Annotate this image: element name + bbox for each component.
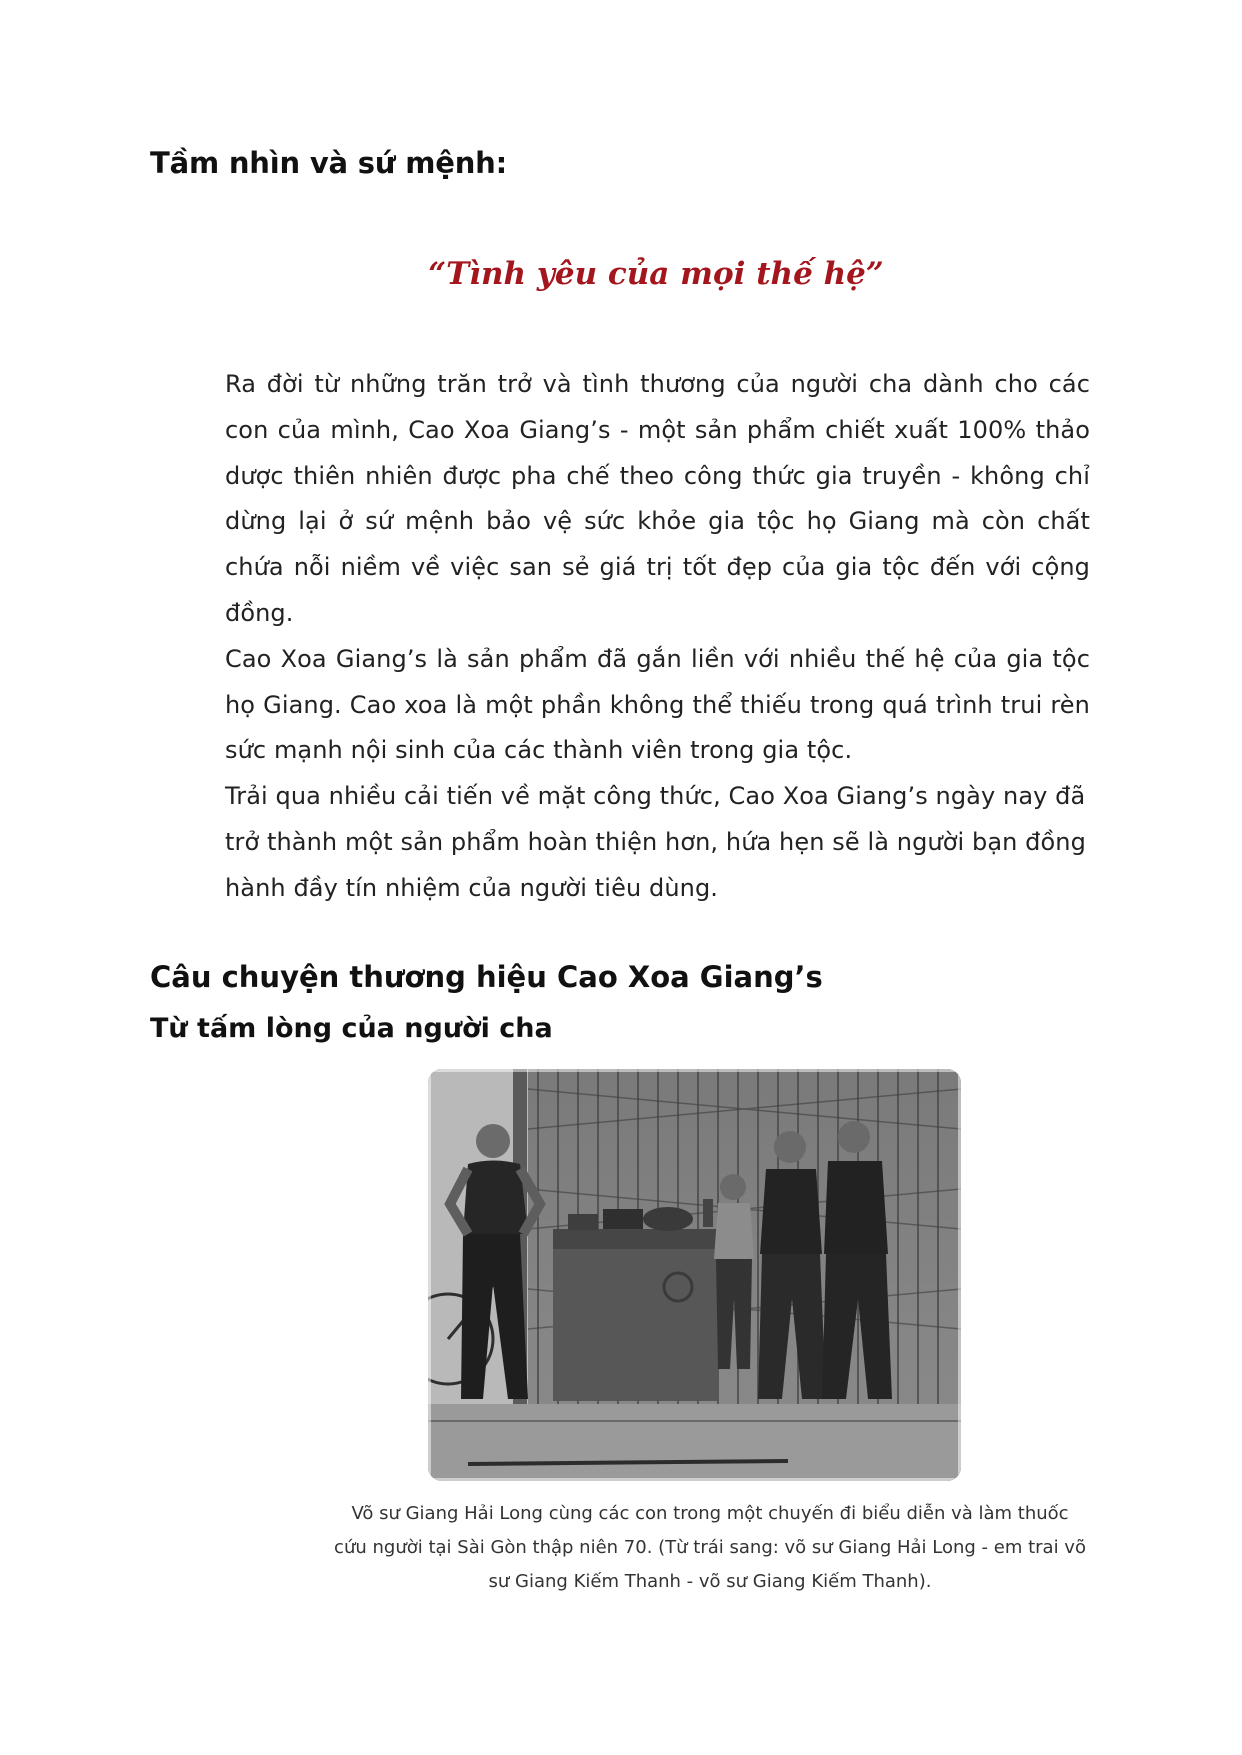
historical-family-photo xyxy=(428,1069,961,1481)
paragraph-1: Ra đời từ những trăn trở và tình thương của người cha dành cho các con của mình, Cao Xoa Giang’s - một sản phẩm chiết xuất 100% thảo dược thiên nhiên được pha chế theo công thức gia truyền - không chỉ dừng lại ở sứ mệnh bảo vệ sức khỏe gia tộc họ Giang mà còn chất chứa nỗi niềm về việc san sẻ giá trị tốt đẹp của gia tộc đến với cộng đồng. xyxy=(225,370,1090,627)
caption-line-1: Võ sư Giang Hải Long cùng các con trong một chuyến đi biểu diễn và làm thuốc xyxy=(351,1503,1069,1524)
paragraph-3: Trải qua nhiều cải tiến về mặt công thức, Cao Xoa Giang’s ngày nay đã trở thành một sản phẩm hoàn thiện hơn, hứa hẹn sẽ là người bạn đồng hành đầy tín nhiệm của người tiêu dùng. xyxy=(225,782,1086,902)
paragraph-2: Cao Xoa Giang’s là sản phẩm đã gắn liền với nhiều thế hệ của gia tộc họ Giang. Cao xoa là một phần không thể thiếu trong quá trình trui rèn sức mạnh nội sinh của các thành viên trong gia tộc. xyxy=(225,644,1090,765)
caption-line-2: cứu người tại Sài Gòn thập niên 70. (Từ trái sang: võ sư Giang Hải Long - em trai võ xyxy=(334,1537,1086,1558)
brand-story-heading: Câu chuyện thương hiệu Cao Xoa Giang’s xyxy=(150,960,823,994)
vision-body xyxy=(225,362,1090,912)
photo-caption xyxy=(300,1497,1120,1599)
caption-line-3: sư Giang Kiếm Thanh - võ sư Giang Kiếm Thanh). xyxy=(488,1571,932,1592)
slogan-quote: “Tình yêu của mọi thế hệ” xyxy=(428,256,884,292)
brand-story-subheading: Từ tấm lòng của người cha xyxy=(150,1013,553,1044)
vision-mission-heading: Tầm nhìn và sứ mệnh: xyxy=(150,146,507,180)
